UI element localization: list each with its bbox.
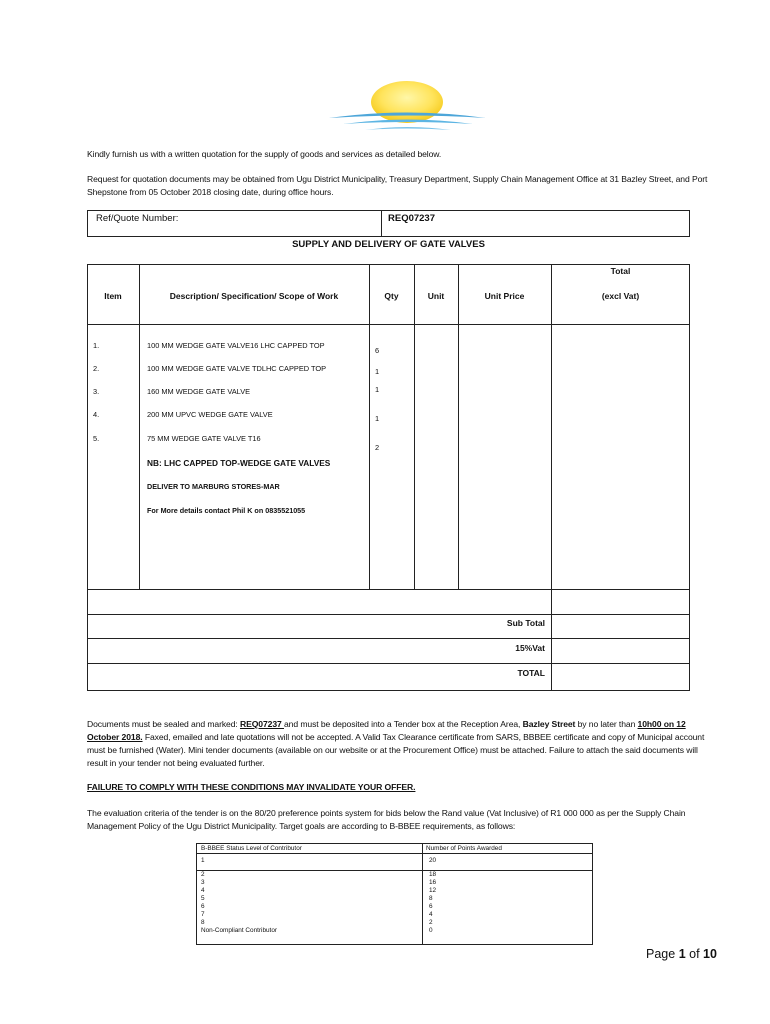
row-qty: 2 bbox=[375, 443, 380, 452]
header-item: Item bbox=[104, 291, 122, 301]
warning-text: FAILURE TO COMPLY WITH THESE CONDITIONS MAY INVALIDATE YOUR OFFER. bbox=[87, 782, 416, 792]
bbbee-points: 6 bbox=[429, 903, 433, 910]
contact-text: For More details contact Phil K on 0835521055 bbox=[147, 506, 306, 515]
bbbee-header-points: Number of Points Awarded bbox=[426, 845, 502, 852]
page-number: Page 1 of 10 bbox=[646, 947, 717, 961]
bbbee-level: 3 bbox=[201, 879, 205, 886]
row-qty: 6 bbox=[375, 346, 380, 355]
evaluation-paragraph-line: The evaluation criteria of the tender is on the 80/20 preference points system for bids below the Rand value (Vat Inclusive) of R1 000 000 as per the Supply Chain bbox=[87, 808, 686, 818]
total-label: TOTAL bbox=[517, 668, 545, 678]
bbbee-points: 18 bbox=[429, 871, 437, 878]
bbbee-level: 1 bbox=[201, 857, 205, 864]
row-description: 100 MM WEDGE GATE VALVE TDLHC CAPPED TOP bbox=[147, 364, 327, 373]
documents-paragraph-line: result in your tender not being evaluated further. bbox=[87, 758, 265, 768]
row-description: 200 MM UPVC WEDGE GATE VALVE bbox=[147, 410, 273, 419]
municipality-logo bbox=[325, 80, 490, 138]
bbbee-level: 8 bbox=[201, 919, 205, 926]
ref-quote-box bbox=[87, 210, 690, 237]
bbbee-level: 2 bbox=[201, 871, 205, 878]
bbbee-level: 4 bbox=[201, 887, 205, 894]
header-description: Description/ Specification/ Scope of Work bbox=[169, 291, 339, 301]
ref-number: REQ07237 bbox=[388, 213, 436, 224]
bbbee-level: Non-Compliant Contributor bbox=[201, 927, 278, 934]
evaluation-paragraph-line: Management Policy of the Ugu District Municipality. Target goals are according to B-BBEE requirements, as follows: bbox=[87, 821, 516, 831]
bbbee-level: 6 bbox=[201, 903, 205, 910]
documents-paragraph-line: October 2018. Faxed, emailed and late quotations will not be accepted. A Valid Tax Clearance certificate from SARS, BBBEE certificate and copy of Municipal account bbox=[87, 732, 705, 742]
header-qty: Qty bbox=[384, 291, 399, 301]
delivery-text: DELIVER TO MARBURG STORES-MAR bbox=[147, 482, 280, 491]
row-item-number: 5. bbox=[93, 434, 100, 443]
row-description: 100 MM WEDGE GATE VALVE16 LHC CAPPED TOP bbox=[147, 341, 325, 350]
bbbee-points: 2 bbox=[429, 919, 433, 926]
row-item-number: 4. bbox=[93, 410, 100, 419]
intro-request-line: Request for quotation documents may be obtained from Ugu District Municipality, Treasury Department, Supply Chain Management Office at 31 Bazley Street, and Port bbox=[87, 174, 708, 184]
documents-paragraph-line: Documents must be sealed and marked: REQ07237 and must be deposited into a Tender box at the Reception Area, Bazley Street by no later than 10h00 on 12 bbox=[87, 719, 686, 729]
bbbee-points: 4 bbox=[429, 911, 433, 918]
bbbee-points: 8 bbox=[429, 895, 433, 902]
vat-label: 15%Vat bbox=[515, 643, 545, 653]
documents-paragraph-line: must be furnished (Water). Mini tender documents (available on our website or at the Procurement Office) must be attached. Failure to attach the said documents will bbox=[87, 745, 698, 755]
bbbee-points: 16 bbox=[429, 879, 437, 886]
page-title: SUPPLY AND DELIVERY OF GATE VALVES bbox=[292, 239, 485, 250]
row-description: 160 MM WEDGE GATE VALVE bbox=[147, 387, 251, 396]
bbbee-points: 12 bbox=[429, 887, 437, 894]
sub-total-label: Sub Total bbox=[506, 618, 545, 628]
header-total: Total bbox=[610, 266, 631, 276]
bbbee-header-level: B-BBEE Status Level of Contributor bbox=[201, 845, 302, 852]
bbbee-points-table bbox=[196, 843, 593, 945]
note-text: NB: LHC CAPPED TOP-WEDGE GATE VALVES bbox=[147, 458, 331, 468]
row-qty: 1 bbox=[375, 414, 380, 423]
header-unit-price: Unit Price bbox=[484, 291, 525, 301]
bbbee-points: 20 bbox=[429, 857, 437, 864]
ref-label: Ref/Quote Number: bbox=[96, 213, 179, 224]
row-item-number: 1. bbox=[93, 341, 100, 350]
header-total-excl-vat: (excl Vat) bbox=[601, 291, 640, 301]
intro-line: Kindly furnish us with a written quotation for the supply of goods and services as detailed below. bbox=[87, 149, 442, 159]
bbbee-level: 7 bbox=[201, 911, 205, 918]
row-qty: 1 bbox=[375, 367, 380, 376]
header-unit: Unit bbox=[427, 291, 445, 301]
row-item-number: 3. bbox=[93, 387, 100, 396]
bbbee-points: 0 bbox=[429, 927, 433, 934]
intro-request-line-2: Shepstone from 05 October 2018 closing date, during office hours. bbox=[87, 187, 334, 197]
row-item-number: 2. bbox=[93, 364, 100, 373]
row-description: 75 MM WEDGE GATE VALVE T16 bbox=[147, 434, 261, 443]
row-qty: 1 bbox=[375, 385, 380, 394]
bbbee-level: 5 bbox=[201, 895, 205, 902]
